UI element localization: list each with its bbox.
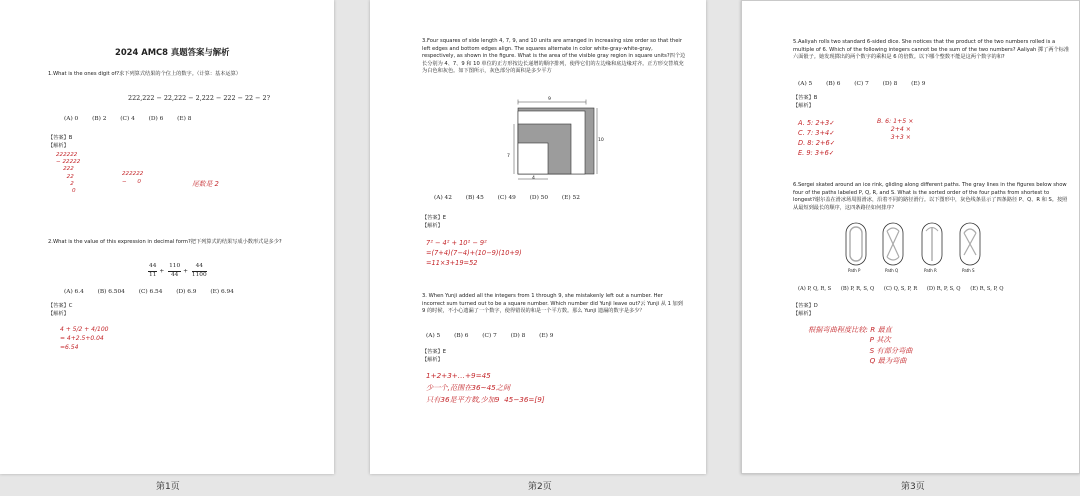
q2-options [64, 289, 246, 295]
q2-expression: $\frac{44}{11}$ + $\frac{110}{44}$ + $\frac{44}{1100}$ [149, 263, 207, 278]
q5-handwritten-right: B. 6: 1+5 × 2+4 × 3+3 × [877, 118, 914, 141]
q3a-option-e[interactable]: (E) 52 [561, 195, 580, 201]
q6-option-c[interactable]: (C) Q, S, P, R [883, 286, 918, 292]
q3b-option-d[interactable]: (D) 8 [510, 333, 526, 339]
q1-answer: 【答案】B [48, 135, 73, 141]
q2-handwritten-work: 4 + 5/2 + 4/100 = 4+2.5+0.04 =6.54 [60, 326, 109, 351]
q1-option-a[interactable]: (A) 0 [64, 116, 79, 122]
q1-expression: 222,222 − 22,222 − 2,222 − 222 − 22 − 2? [128, 94, 270, 102]
q2-option-d[interactable]: (D) 6.9 [176, 289, 197, 295]
path-r-label: Path R [924, 268, 937, 273]
q3a-option-d[interactable]: (D) 50 [529, 195, 549, 201]
q2-frac-2: $\frac{110}{44}$ [169, 263, 181, 278]
q5-option-a[interactable]: (A) 5 [798, 81, 813, 87]
q6-analysis-label: 【解析】 [793, 311, 814, 317]
page-3 [741, 0, 1080, 474]
q5-option-e[interactable]: (E) 9 [911, 81, 926, 87]
q1-options [64, 116, 203, 122]
q2-analysis-label: 【解析】 [48, 311, 69, 317]
squares-figure [508, 98, 600, 182]
q5-handwritten-left: A. 5: 2+3✓ C. 7: 3+4✓ D. 8: 2+6✓ E. 9: 3+6✓ [798, 119, 836, 157]
q5-answer: 【答案】B [793, 95, 818, 101]
q6-answer: 【答案】D [793, 303, 818, 309]
q5-analysis-label: 【解析】 [793, 103, 814, 109]
q3b-analysis-label: 【解析】 [422, 357, 443, 363]
q2-option-a[interactable]: (A) 6.4 [64, 289, 84, 295]
q1-option-e[interactable]: (E) 8 [177, 116, 192, 122]
q3a-option-b[interactable]: (B) 45 [465, 195, 484, 201]
q6-option-b[interactable]: (B) P, R, S, Q [840, 286, 875, 292]
q5-options [798, 81, 937, 87]
q6-option-a[interactable]: (A) P, Q, R, S [798, 286, 832, 292]
q5-option-c[interactable]: (C) 7 [854, 81, 869, 87]
q2-option-c[interactable]: (C) 6.54 [138, 289, 163, 295]
q5-option-d[interactable]: (D) 8 [882, 81, 898, 87]
q2-frac-3: $\frac{44}{1100}$ [191, 263, 207, 278]
q5-text: 5.Aaliyah rolls two standard 6-sided dice. She notices that the product of the two numbers rolled is a multiple of 6. Which of the following integers cannot be the sum of the two numbers? Aaliyah 掷了两个标准六面骰子。她发现掷出的两个数字的乘积是 6 的倍数。以下哪个整数不能是这两个数字的和? [793, 39, 1070, 61]
page-2-label: 第2页 [528, 482, 552, 492]
q6-option-e[interactable]: (E) R, S, P, Q [970, 286, 1004, 292]
q1-analysis-label: 【解析】 [48, 143, 69, 149]
path-r-shape [922, 223, 942, 265]
page-3-label: 第3页 [901, 482, 925, 492]
q3b-option-b[interactable]: (B) 6 [454, 333, 469, 339]
q3a-handwritten-work: 7² − 4² + 10² − 9² =(7+4)(7−4)+(10−9)(10+9) =11×3+19=52 [426, 239, 522, 267]
q2-answer: 【答案】C [48, 303, 73, 309]
path-q-shape [883, 223, 903, 265]
q3b-option-c[interactable]: (C) 7 [482, 333, 497, 339]
q3b-option-e[interactable]: (E) 9 [539, 333, 554, 339]
page-2 [370, 0, 706, 474]
q1-option-c[interactable]: (C) 4 [120, 116, 135, 122]
page-1 [0, 0, 334, 474]
q2-frac-1: $\frac{44}{11}$ [149, 263, 157, 278]
fig-label-top: 9 [548, 97, 551, 102]
fig-label-left: 7 [507, 154, 510, 159]
q2-text: 2.What is the value of this expression in decimal form?把下列算式的结果写成小数形式是多少? [48, 239, 282, 245]
fig-label-bottom: 4 [532, 176, 535, 181]
document-title: 2024 AMC8 真题答案与解析 [115, 47, 230, 57]
q3a-answer: 【答案】E [422, 215, 447, 221]
q6-handwritten-work: 根据弯曲程度比较: R 最直 P 其次 S 有部分弯曲 Q 最为弯曲 [808, 325, 913, 366]
q6-option-d[interactable]: (D) R, P, S, Q [926, 286, 961, 292]
path-p-label: Path P [848, 268, 861, 273]
q3b-text: 3. When Yunji added all the integers from 1 through 9, she mistakenly left out a number. Her incorrect sum turned out to be a square number. Which number did Yunji leave out?云 Yunji 从 1 加到 9 的时候，不小心遗漏了一个数字，使得错误的和是一个平方数。那么 Yunji 遗漏的数字是多少？ [422, 293, 683, 315]
path-q-label: Path Q [885, 268, 899, 273]
q1-handwritten-work-2: 222222 − 0 [122, 171, 144, 185]
q2-option-e[interactable]: (E) 6.94 [210, 289, 234, 295]
page-1-label: 第1页 [156, 482, 180, 492]
fig-label-right: 10 [598, 138, 604, 143]
q1-text: 1.What is the ones digit of?求下列算式结果的个位上的数字。（计算：基本运算） [48, 71, 241, 77]
q6-options [798, 286, 1012, 292]
q3b-handwritten-work: 1+2+3+…+9=45 少一个,范围在36~45之间 只有36是平方数,少加9 45−36=[9] [426, 371, 545, 404]
q1-handwritten-work: 222222 − 22222 222 22 2 0 [56, 152, 81, 195]
q1-option-d[interactable]: (D) 6 [148, 116, 164, 122]
q2-option-b[interactable]: (B) 6.504 [97, 289, 125, 295]
path-s-shape [960, 223, 980, 265]
q1-option-b[interactable]: (B) 2 [92, 116, 107, 122]
path-p-shape [846, 223, 866, 265]
q3a-analysis-label: 【解析】 [422, 223, 443, 229]
q6-text: 6.Sergei skated around an ice rink, gliding along different paths. The gray lines in the figures below show four of the paths labeled P, Q, R, and S. What is the sorted order of the four paths from shortest to longest?谢尔盖在滑冰场周围滑冰，沿着不同的路径滑行。以下图形中，灰色线条显示了四条路径 P、Q、R 和 S。按照从最短到最长的顺序，这四条路径如何排序？ [793, 182, 1068, 211]
q3b-options [426, 333, 565, 339]
q3a-option-c[interactable]: (C) 49 [497, 195, 516, 201]
q3b-answer: 【答案】E [422, 349, 447, 355]
path-s-label: Path S [962, 268, 975, 273]
q3a-options [434, 195, 592, 201]
q1-handwritten-note: 尾数是 2 [192, 180, 219, 188]
q3a-option-a[interactable]: (A) 42 [434, 195, 452, 201]
q5-option-b[interactable]: (B) 6 [826, 81, 841, 87]
q3a-text: 3.Four squares of side length 4, 7, 9, and 10 units are arranged in increasing size order so that their left edges and bottom edges align. The squares alternate in color white-gray-white-gray, respectively, as shown in the figure. What is the area of the visible gray region in square units?四个边长分别为 4、7、9 和 10 单位的正方形按边长递增的顺序排列，使得它们的左边缘和底边缘对齐。正方形交替填充为白色和灰色。如下图所示，灰色部分的面积是多少平方 [422, 38, 686, 75]
paths-figure [844, 221, 984, 271]
q3b-option-a[interactable]: (A) 5 [426, 333, 441, 339]
